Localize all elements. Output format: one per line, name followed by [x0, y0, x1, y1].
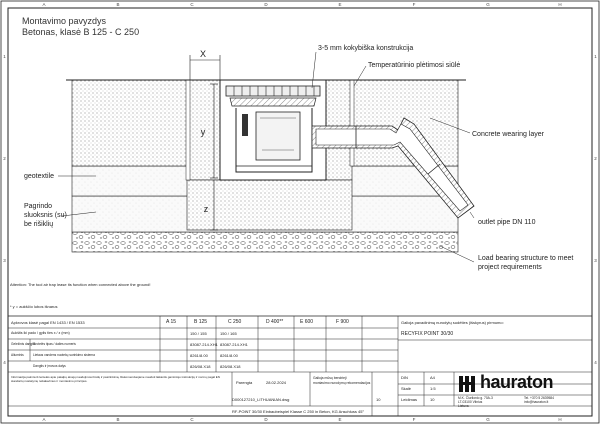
grid-number-left: 2 [3, 156, 6, 161]
edition-label: Leidimas [401, 397, 418, 402]
disclaimer: Informacija paimta iš lentelės apie patalpų atvejų naudojimosi būdų ir pasirinkimą. Rekomenduojame naudoti laikantis gamintojo instrukcijų ir normų pagal EN standartų nustatymų reikalavimus ir montavimo principus. [11, 375, 220, 383]
grid-number-left: 4 [3, 360, 6, 365]
grid-letter-top: E [338, 2, 342, 7]
attention-note: Attention: The tool air trap lease its function when connected above the ground! [10, 282, 151, 287]
grid-letter-top: G [486, 2, 490, 7]
grid-number-left: 3 [3, 258, 6, 263]
row-cover-c: 826/08.X18 [220, 364, 241, 369]
concrete-bed [187, 180, 352, 230]
footnote: * y = aukščio lubos išnarus [10, 304, 58, 309]
grid-letter-bottom: A [42, 417, 46, 422]
brand-address-3: Lietuva [458, 404, 469, 408]
drawn-label: Parengta [236, 380, 253, 385]
row-label-cover: Dangtis ir įmovos dalys [33, 364, 66, 368]
brand-email: info@hauraton.lt [524, 400, 549, 404]
row-grate-b: 83087.214.XH1 [190, 342, 218, 347]
row-height-c: 150 / 165 [220, 331, 237, 336]
grid-letter-bottom: D [264, 417, 268, 422]
side-note-2: Aliuminis [11, 353, 24, 357]
grid-letter-top: C [190, 2, 194, 7]
row-system-b: 8261/8.00 [190, 353, 208, 358]
grid-letter-bottom: G [486, 417, 490, 422]
side-note-1: Geležinis dangtis [11, 342, 36, 346]
grid-letter-bottom: E [338, 417, 342, 422]
label-subgrade-1: Pagrindo [24, 203, 53, 210]
grid-letter-top: D [264, 2, 268, 7]
dimension-y: y [200, 127, 206, 137]
label-outlet: outlet pipe DN 110 [478, 219, 536, 226]
grid-number-left: 1 [3, 54, 6, 59]
title-block [8, 316, 592, 416]
brand-logo [458, 374, 590, 394]
cross-section [66, 80, 474, 252]
class-d400: D 400** [266, 319, 284, 325]
hauraton-logo-icon [458, 374, 480, 394]
drawing-subtitle: Betonas, klasė B 125 - C 250 [22, 27, 140, 37]
row-cover-b: 826/08.X18 [190, 364, 211, 369]
din-value: A4 [430, 375, 435, 380]
concrete-left [72, 80, 187, 166]
grid-letter-top: F [412, 2, 416, 7]
row-label-grate: Grotelės tipas / dalies numeris [33, 342, 76, 346]
product-name: RECYFIX POINT 30/30 [401, 331, 454, 337]
brand-address-2: LT-03100 Vilnius [458, 400, 483, 404]
grid-letter-bottom: B [116, 417, 120, 422]
grid-letter-bottom: C [190, 417, 194, 422]
footer-description: RF-POINT 30/30 Einbaubeispiel Klasse C 250 in Beton, KG Anschluss 45° [232, 409, 365, 414]
label-seal: Temperatūrinio plėtimosi siūlė [368, 62, 461, 69]
din-label: DIN [401, 375, 408, 380]
load-bearing-layer [72, 232, 458, 252]
label-load-1: Load bearing structure to meet [478, 255, 574, 262]
grid-number-right: 2 [594, 156, 597, 161]
label-construction: 3-5 mm kokybiška konstrukcija [318, 45, 414, 52]
grid-number-right: 4 [594, 360, 597, 365]
row-system-c: 8261/8.00 [220, 353, 238, 358]
brand-phone: Tel. +370 5 2639584 [524, 396, 554, 400]
class-f900: F 900 [336, 319, 349, 325]
label-subgrade-2: sluoksnis (su) [24, 212, 67, 219]
row-grate-c: 83087.214.XH1 [220, 342, 248, 347]
file-name: D000127210_LITHUANIAN.dwg [232, 397, 290, 402]
drain-frame [230, 98, 316, 106]
class-c250: C 250 [228, 319, 242, 325]
grid-letter-top: B [116, 2, 120, 7]
stamp-line-1: Galioja mūsų bendrieji [313, 376, 347, 380]
dimension-x: X [199, 49, 207, 59]
grid-letter-top: H [558, 2, 562, 7]
drawn-date: 28.02.2024 [266, 380, 287, 385]
row-height-b: 150 / 155 [190, 331, 207, 336]
sheet-number: 10 [376, 397, 381, 402]
row-label-height: Aukštis iki pado / gylis ties x / z (mm) [11, 331, 70, 335]
load-class-header: Apkrovos klasė pagal EN 1433 / EN 1533 [11, 320, 85, 325]
class-e600: E 600 [300, 319, 314, 325]
scale-value: 1:5 [430, 386, 436, 391]
row-label-system: Lietaus vandens nuotekų surinkimo sistema [33, 353, 95, 357]
stamp-line-2: montavimo nurodymų rekomendacijos [313, 381, 371, 385]
dimension-z: z [203, 204, 209, 214]
class-b125: B 125 [194, 319, 208, 325]
brand-address-1: M.K. Čiurlionio g. 70A-3 [458, 396, 493, 400]
brand-name: hauraton [480, 372, 554, 392]
label-load-2: project requirements [478, 264, 542, 271]
label-concrete: Concrete wearing layer [472, 131, 544, 138]
label-geotextile: geotextile [24, 173, 54, 180]
expansion-joint-right [350, 80, 354, 166]
sediment-bucket [256, 112, 300, 160]
grid-letter-bottom: H [558, 417, 562, 422]
class-a15: A 15 [166, 319, 177, 325]
expansion-joint-left [186, 80, 190, 180]
drawing-title: Montavimo pavyzdys [22, 16, 107, 26]
info-header: Galioja pavadinimą nurodytų sudėties (išskyrus) pirmumo: [401, 320, 504, 325]
label-subgrade-3: be rišiklių [24, 221, 54, 228]
grid-letter-bottom: F [412, 417, 416, 422]
grid-number-right: 1 [594, 54, 597, 59]
grid-number-right: 3 [594, 258, 597, 263]
edition-value: 10 [430, 397, 435, 402]
scale-label: Skalė [401, 386, 412, 391]
grid-letter-top: A [42, 2, 46, 7]
trap-seal [242, 114, 248, 136]
